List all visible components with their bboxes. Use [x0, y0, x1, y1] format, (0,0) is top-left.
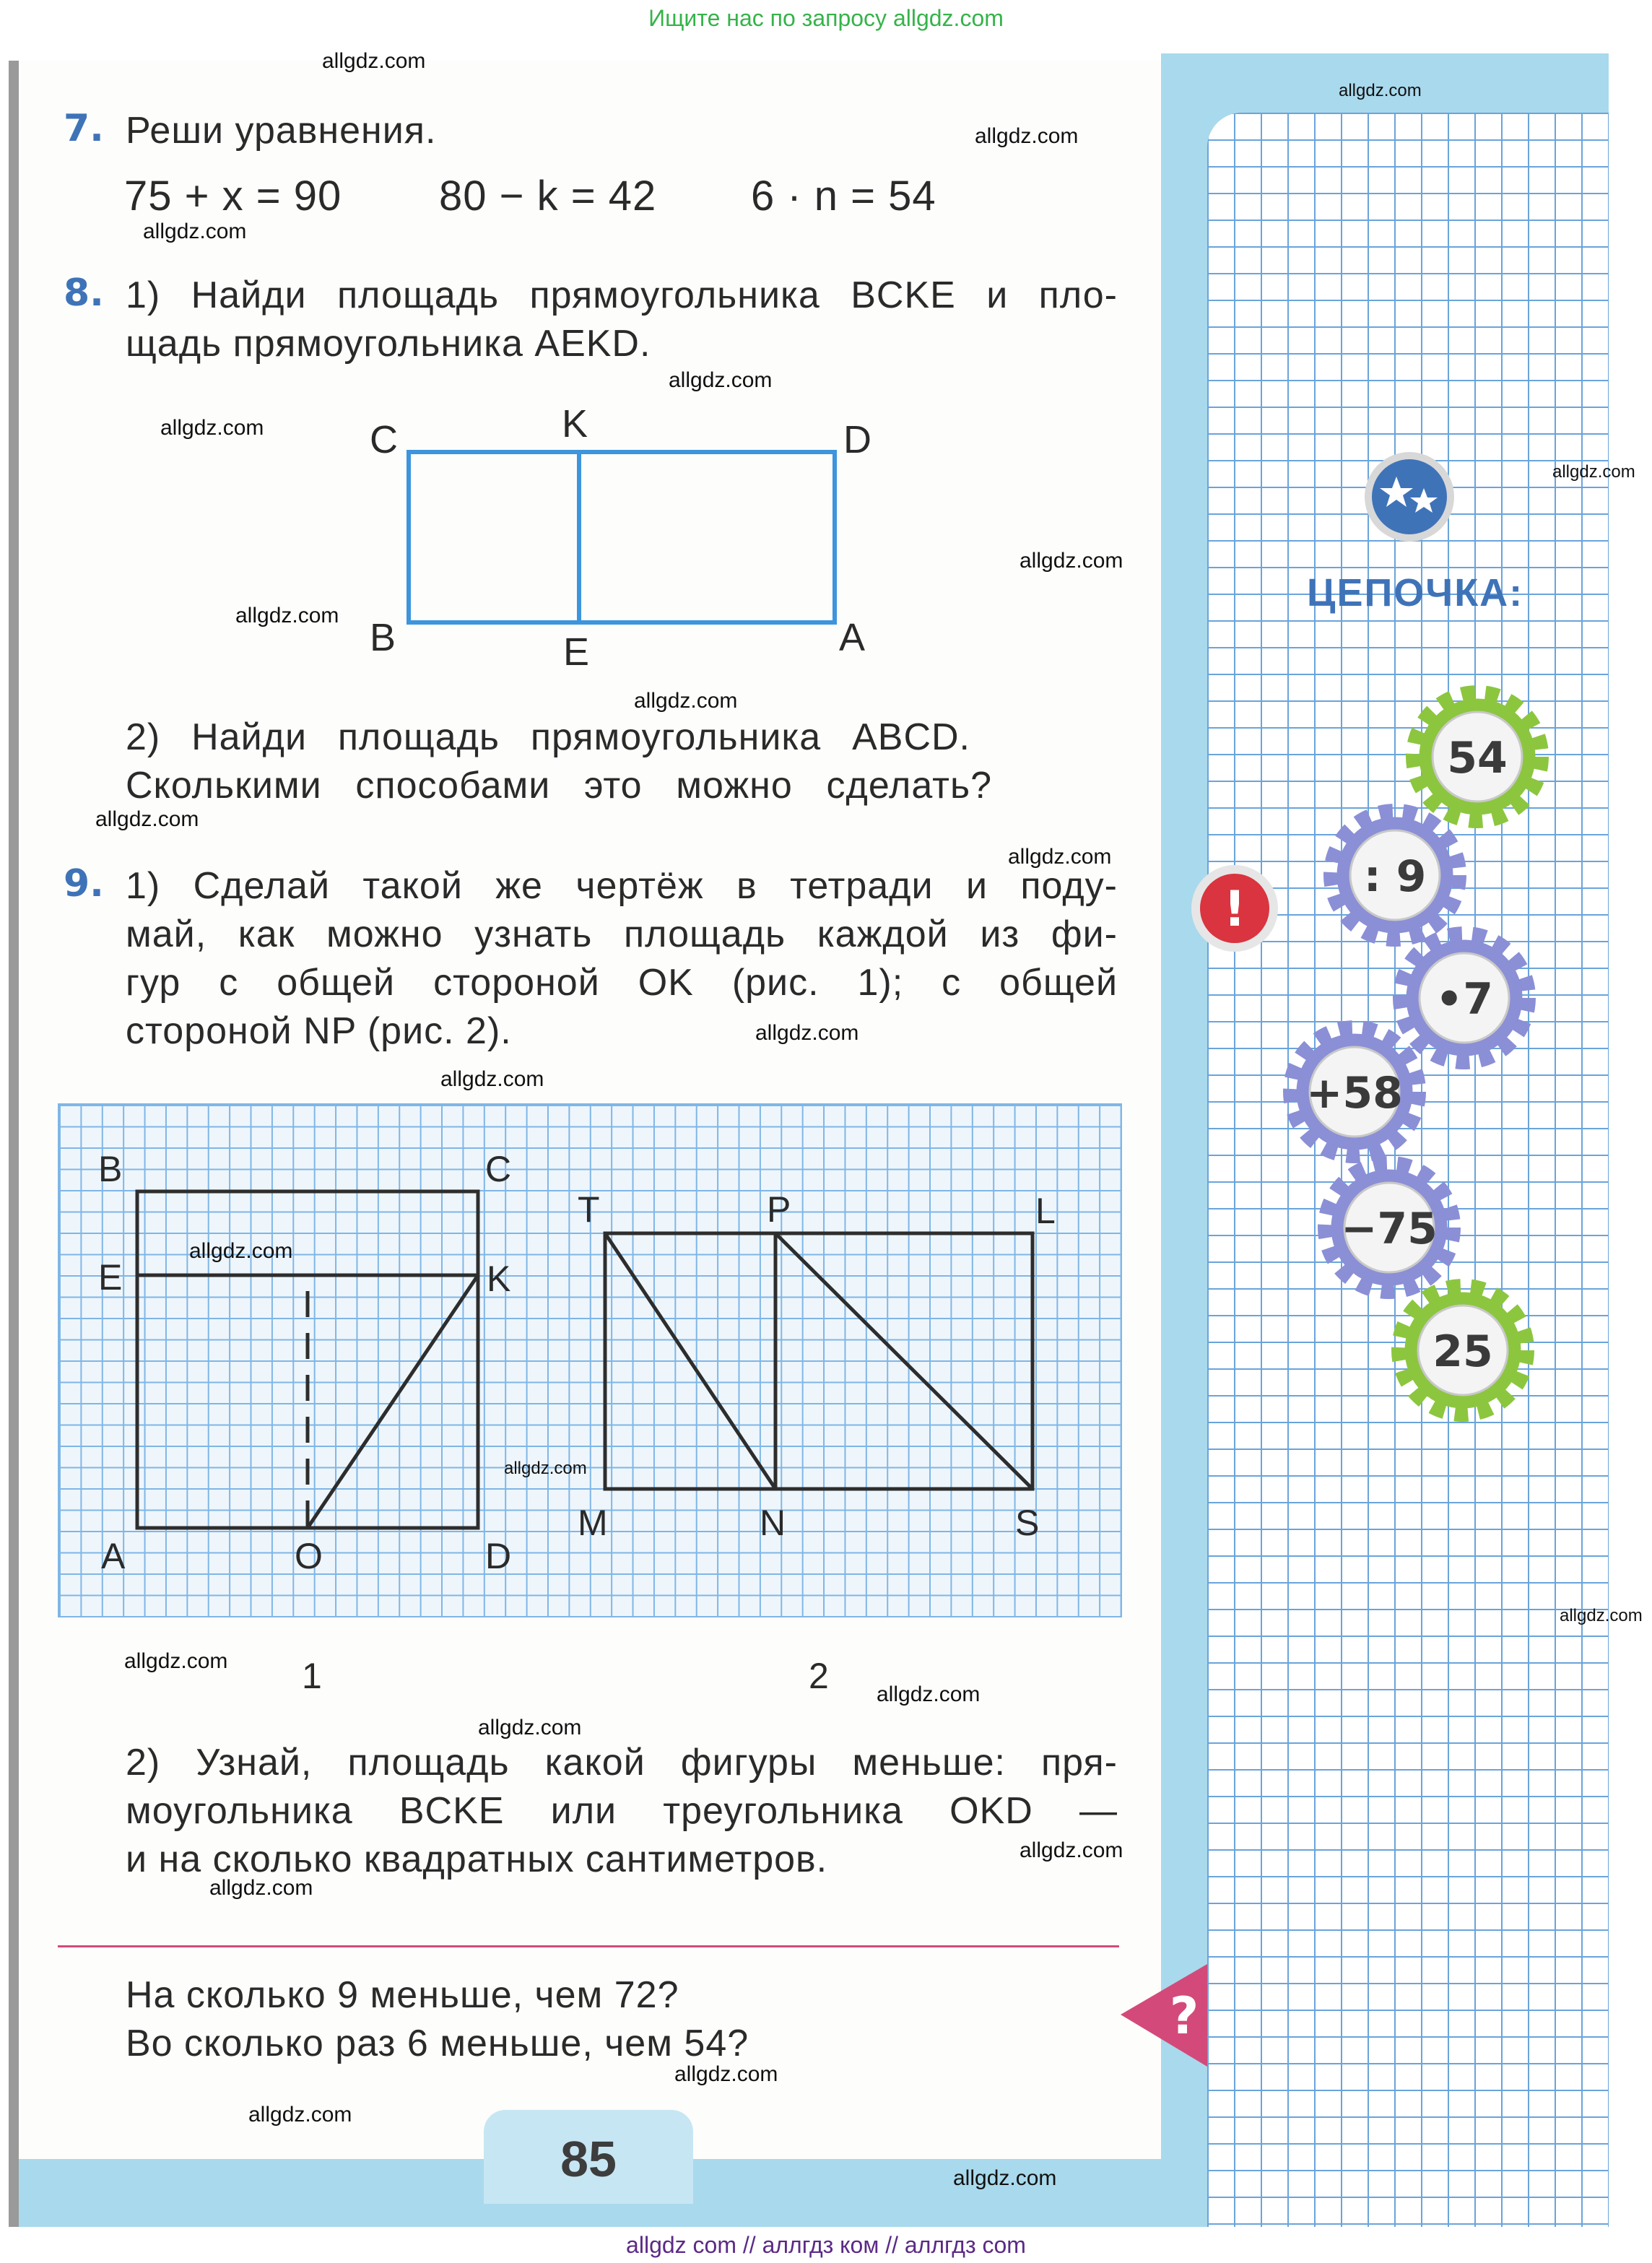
task-9-text-line2: май, как можно узнать площадь каждой из фи-: [126, 913, 1118, 955]
gear-chain: [1256, 664, 1574, 1444]
equation-1: 75 + x = 90: [124, 173, 342, 220]
fig1-label-c: C: [485, 1149, 512, 1189]
svg-text:: 9: : 9: [1363, 851, 1427, 902]
watermark: allgdz.com: [504, 1459, 587, 1478]
equation-3: 6 · n = 54: [751, 173, 936, 220]
fig2-label-m: M: [578, 1503, 608, 1543]
task-9-part2-line1: 2) Узнай, площадь какой фигуры меньше: пря-: [126, 1742, 1118, 1784]
task-9-part2-line3: и на сколько квадратных сантиметров.: [126, 1838, 828, 1880]
gear-25: [1401, 1288, 1525, 1412]
watermark: allgdz.com: [160, 416, 264, 440]
task-8-text-line1: 1) Найди площадь прямоугольника BCKE и пло-: [126, 274, 1118, 316]
page-edge: [9, 61, 19, 2227]
task-9-text-line3: гур с общей стороной OK (рис. 1); с общей: [126, 962, 1118, 1004]
fig2-label-p: P: [767, 1189, 791, 1230]
task-7-number: 7.: [64, 107, 104, 150]
watermark: allgdz.com: [755, 1021, 859, 1045]
task-9-text-line4: стороной NP (рис. 2).: [126, 1010, 512, 1052]
gear-minus-75: [1327, 1165, 1451, 1290]
segment-ok: [308, 1275, 478, 1528]
equation-2: 80 − k = 42: [439, 173, 657, 220]
watermark: allgdz.com: [877, 1682, 981, 1706]
fig2-label-l: L: [1035, 1191, 1056, 1231]
watermark: allgdz.com: [1008, 845, 1112, 869]
gear-multiply-7: [1402, 936, 1526, 1060]
watermark: allgdz.com: [975, 124, 1079, 148]
segment-tn: [605, 1233, 775, 1489]
fig1-label-k: K: [487, 1259, 511, 1299]
watermark: allgdz.com: [669, 368, 773, 392]
task-8-rectangle-figure: [361, 404, 881, 679]
question-1: На сколько 9 меньше, чем 72?: [126, 1974, 679, 2016]
segment-ps: [775, 1233, 1032, 1489]
watermark: allgdz.com: [440, 1067, 544, 1091]
rectangle-tlsm: [605, 1233, 1032, 1489]
watermark: allgdz.com: [1339, 81, 1422, 100]
watermark: allgdz.com: [235, 604, 339, 627]
task-8-part2-line1: 2) Найди площадь прямоугольника ABCD.: [126, 716, 970, 758]
question-2: Во сколько раз 6 меньше, чем 54?: [126, 2023, 749, 2064]
watermark: allgdz.com: [478, 1716, 582, 1739]
svg-text:•7: •7: [1435, 974, 1494, 1025]
top-banner: Ищите нас по запросу allgdz.com: [648, 5, 1004, 31]
fig1-label-a: A: [101, 1536, 126, 1576]
svg-text:25: 25: [1433, 1326, 1493, 1377]
watermark: allgdz.com: [1552, 462, 1635, 482]
task-8-part2-line2: Сколькими способами это можно сделать?: [126, 765, 992, 807]
watermark: allgdz.com: [209, 1876, 313, 1900]
chain-title: ЦЕПОЧКА:: [1307, 571, 1524, 614]
svg-text:?: ?: [1169, 1986, 1199, 2046]
divider-line: [58, 1945, 1119, 1947]
fig1-label-d: D: [485, 1536, 512, 1576]
watermark: allgdz.com: [124, 1649, 228, 1673]
svg-text:!: !: [1223, 881, 1246, 938]
watermark: allgdz.com: [95, 807, 199, 831]
watermark: allgdz.com: [953, 2166, 1057, 2190]
task-8-text-line2: щадь прямоугольника AEKD.: [126, 323, 651, 365]
figure-1-caption: 1: [302, 1656, 322, 1696]
fig2-label-s: S: [1015, 1503, 1040, 1543]
page-number: 85: [560, 2131, 617, 2187]
label-d: D: [843, 418, 871, 461]
bottom-banner: allgdz com // аллгдз ком // аллгдз com: [626, 2232, 1026, 2258]
gear-divide-9: [1333, 813, 1457, 937]
label-k: K: [562, 402, 588, 446]
label-b: B: [370, 616, 396, 659]
watermark: allgdz.com: [1560, 1606, 1643, 1625]
fig2-label-n: N: [760, 1503, 786, 1543]
watermark: allgdz.com: [1020, 549, 1123, 573]
watermark: allgdz.com: [1020, 1838, 1123, 1862]
watermark: allgdz.com: [322, 49, 426, 73]
fig2-label-t: T: [578, 1189, 600, 1230]
watermark: allgdz.com: [634, 689, 738, 713]
watermark: allgdz.com: [143, 220, 247, 243]
question-mark-icon: [1118, 1961, 1212, 2069]
watermark: allgdz.com: [189, 1239, 293, 1263]
fig1-label-e: E: [98, 1257, 123, 1298]
fig1-label-o: O: [295, 1536, 323, 1576]
label-e: E: [563, 630, 590, 674]
stars-icon: [1360, 448, 1458, 546]
gear-plus-58: [1292, 1030, 1417, 1154]
task-7-title: Реши уравнения.: [126, 110, 437, 152]
gear-54: [1415, 695, 1539, 819]
label-c: C: [370, 418, 398, 461]
task-8-number: 8.: [64, 272, 104, 315]
rectangle-abcd: [409, 452, 835, 622]
task-9-part2-line2: моугольника BCKE или треугольника OKD —: [126, 1790, 1118, 1832]
svg-text:54: 54: [1447, 733, 1508, 783]
label-a: A: [839, 616, 866, 659]
svg-text:−75: −75: [1341, 1204, 1438, 1254]
figure-2-caption: 2: [809, 1656, 829, 1696]
svg-text:+58: +58: [1306, 1068, 1403, 1119]
task-9-text-line1: 1) Сделай такой же чертёж в тетради и поду-: [126, 865, 1118, 907]
fig1-label-b: B: [98, 1149, 123, 1189]
watermark: allgdz.com: [674, 2062, 778, 2086]
task-9-number: 9.: [64, 862, 104, 905]
watermark: allgdz.com: [248, 2103, 352, 2127]
